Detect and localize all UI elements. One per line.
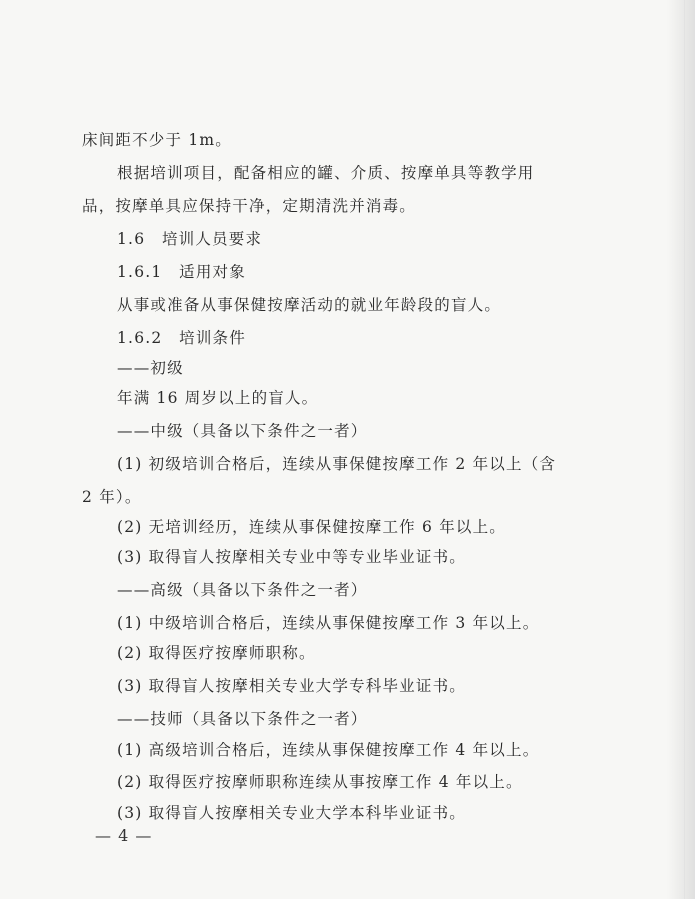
senior-condition-3: (3) 取得盲人按摩相关专业大学专科毕业证书。 (117, 677, 466, 695)
intermediate-condition-1-cont: 2 年）。 (82, 488, 142, 506)
text-line-bed-spacing: 床间距不少于 1m。 (82, 131, 232, 149)
level-heading-technician: ——技师（具备以下条件之一者） (117, 710, 368, 728)
level-heading-intermediate: ——中级（具备以下条件之一者） (117, 422, 368, 440)
level-heading-senior: ——高级（具备以下条件之一者） (117, 581, 368, 599)
senior-condition-2: (2) 取得医疗按摩师职称。 (117, 644, 316, 662)
technician-condition-2: (2) 取得医疗按摩师职称连续从事按摩工作 4 年以上。 (117, 773, 523, 791)
intermediate-condition-1: (1) 初级培训合格后，连续从事保健按摩工作 2 年以上（含 (117, 455, 557, 473)
intermediate-condition-2: (2) 无培训经历，连续从事保健按摩工作 6 年以上。 (117, 518, 506, 536)
section-heading-1-6-2: 1.6.2 培训条件 (117, 329, 246, 347)
text-line-target-audience: 从事或准备从事保健按摩活动的就业年龄段的盲人。 (117, 296, 502, 314)
intermediate-condition-3: (3) 取得盲人按摩相关专业中等专业毕业证书。 (117, 548, 466, 566)
page-edge-line (684, 0, 685, 899)
page-number: — 4 — (95, 826, 153, 845)
level-heading-junior: ——初级 (117, 359, 184, 377)
technician-condition-3: (3) 取得盲人按摩相关专业大学本科毕业证书。 (117, 804, 466, 822)
technician-condition-1: (1) 高级培训合格后，连续从事保健按摩工作 4 年以上。 (117, 741, 540, 759)
senior-condition-1: (1) 中级培训合格后，连续从事保健按摩工作 3 年以上。 (117, 614, 540, 632)
text-line-hygiene: 品，按摩单具应保持干净，定期清洗并消毒。 (82, 197, 417, 215)
text-line-junior-age: 年满 16 周岁以上的盲人。 (117, 389, 319, 407)
section-heading-1-6: 1.6 培训人员要求 (117, 230, 263, 248)
text-line-equipment: 根据培训项目，配备相应的罐、介质、按摩单具等教学用 (117, 164, 535, 182)
page-edge-shadow (667, 0, 695, 899)
section-heading-1-6-1: 1.6.1 适用对象 (117, 263, 246, 281)
